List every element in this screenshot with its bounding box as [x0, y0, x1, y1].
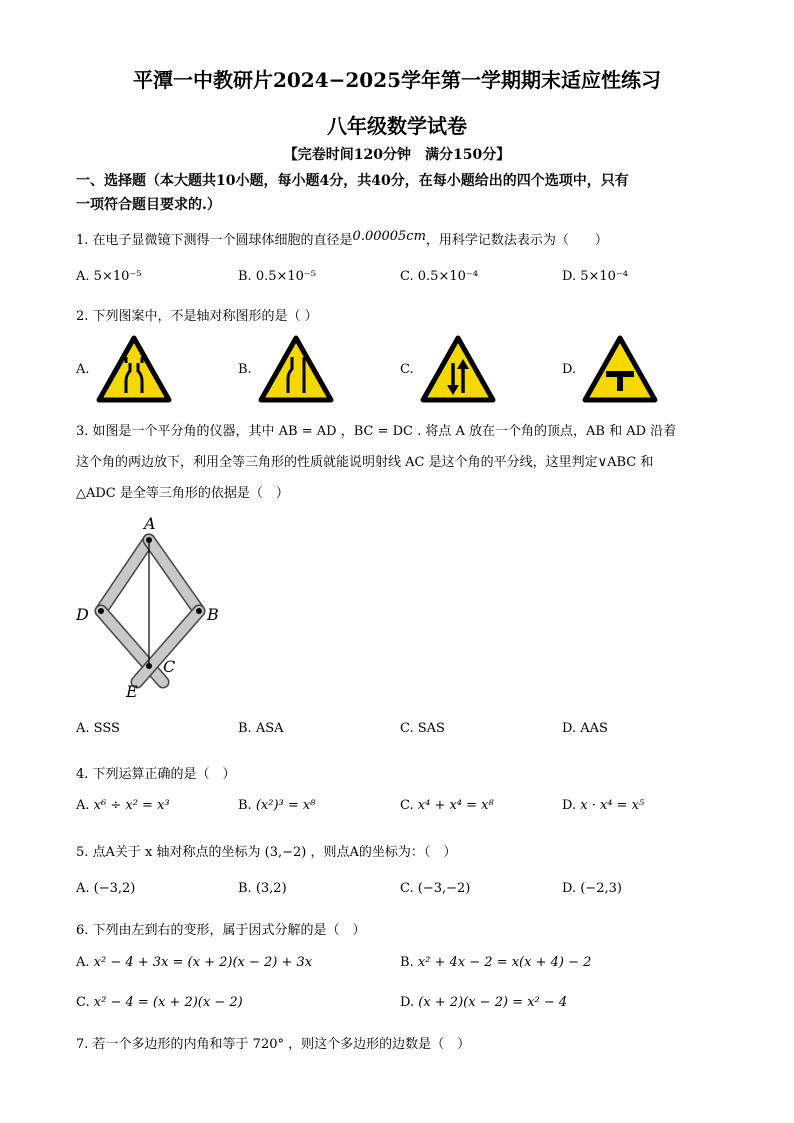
q4-option-b[interactable] — [238, 798, 315, 813]
option-text: x² − 4 = (x + 2)(x − 2) — [93, 995, 243, 1010]
q1-option-d[interactable] — [562, 269, 628, 284]
q4-option-d[interactable] — [562, 798, 644, 813]
option-label: C. — [400, 269, 414, 284]
option-label: B. — [238, 269, 252, 284]
option-label: D. — [400, 995, 415, 1010]
option-text: (3,2) — [255, 881, 287, 896]
label-b: B — [207, 605, 219, 624]
option-text: AAS — [580, 721, 608, 736]
q5-option-a[interactable] — [76, 881, 135, 896]
q4-option-a[interactable] — [76, 798, 170, 813]
q5-option-d[interactable] — [562, 881, 622, 896]
label-c: C — [163, 657, 176, 676]
question-1-value: 0.00005cm — [352, 229, 426, 244]
question-3-line3: △ADC 是全等三角形的依据是（ ） — [76, 486, 289, 501]
bar-ad — [101, 540, 149, 611]
q3-option-c[interactable] — [400, 721, 445, 736]
option-label: D. — [562, 881, 577, 896]
question-1-text-b: ，用科学记数法表示为（ ） — [425, 233, 608, 248]
exam-subtitle: 八年级数学试卷 — [327, 114, 467, 138]
option-label: C. — [400, 881, 414, 896]
option-label: D. — [562, 721, 577, 736]
q2-option-d-label: D. — [562, 362, 577, 377]
option-text: 5×10⁻⁴ — [580, 269, 629, 284]
q3-option-a[interactable] — [76, 721, 120, 736]
angle-bisector-figure — [70, 512, 230, 702]
option-text: (−3,−2) — [417, 881, 471, 896]
option-label: B. — [238, 798, 252, 813]
q2-option-c-label: C. — [400, 362, 414, 377]
q3-option-b[interactable] — [238, 721, 284, 736]
section-heading-line1: 一、选择题（本大题共10小题，每小题4分，共40分，在每小题给出的四个选项中，只有 — [76, 173, 629, 189]
label-a: A — [144, 514, 156, 533]
option-text: x⁴ + x⁴ = x⁸ — [417, 798, 494, 813]
label-e: E — [126, 682, 138, 701]
q4-option-c[interactable] — [400, 798, 494, 813]
road-narrows-both-sides-icon[interactable] — [96, 335, 172, 403]
q2-option-a-label: A. — [76, 362, 90, 377]
q3-option-d[interactable] — [562, 721, 608, 736]
exam-title: 平潭一中教研片2024−2025学年第一学期期末适应性练习 — [132, 68, 662, 92]
option-text: 5×10⁻⁵ — [93, 269, 142, 284]
q1-option-c[interactable] — [400, 269, 478, 284]
t-junction-icon[interactable] — [582, 335, 658, 403]
option-label: A. — [76, 881, 90, 896]
option-label: B. — [238, 721, 252, 736]
q6-option-b[interactable] — [400, 955, 591, 970]
option-label: B. — [400, 955, 414, 970]
section-heading-line2: 一项符合题目要求的.） — [76, 197, 221, 213]
option-text: ASA — [255, 721, 284, 736]
option-text: x² − 4 + 3x = (x + 2)(x − 2) + 3x — [93, 955, 313, 970]
option-text: 0.5×10⁻⁵ — [255, 269, 317, 284]
option-text: (x + 2)(x − 2) = x² − 4 — [418, 995, 568, 1010]
question-7: 7. 若一个多边形的内角和等于 720° ，则这个多边形的边数是（ ） — [76, 1037, 471, 1052]
option-label: B. — [238, 881, 252, 896]
q6-option-a[interactable] — [76, 955, 312, 970]
option-text: x⁶ ÷ x² = x³ — [93, 798, 170, 813]
question-1-text-a: 1. 在电子显微镜下测得一个圆球体细胞的直径是 — [76, 233, 353, 248]
exam-info: 【完卷时间120分钟 满分150分】 — [283, 147, 511, 163]
question-6: 6. 下列由左到右的变形，属于因式分解的是（ ） — [76, 923, 366, 938]
option-label: A. — [76, 798, 90, 813]
option-text: (x²)³ = x⁸ — [255, 798, 316, 813]
option-label: C. — [400, 721, 414, 736]
option-text: 0.5×10⁻⁴ — [417, 269, 478, 284]
option-label: C. — [76, 995, 90, 1010]
option-text: (−2,3) — [580, 881, 622, 896]
question-4: 4. 下列运算正确的是（ ） — [76, 767, 236, 782]
option-label: C. — [400, 798, 414, 813]
option-label: A. — [76, 721, 90, 736]
option-label: A. — [76, 269, 90, 284]
q6-option-d[interactable] — [400, 995, 567, 1010]
label-d: D — [76, 605, 89, 624]
q1-option-a[interactable] — [76, 269, 141, 284]
q5-option-b[interactable] — [238, 881, 287, 896]
q5-option-c[interactable] — [400, 881, 470, 896]
option-label: A. — [76, 955, 90, 970]
question-3-line1: 3. 如图是一个平分角的仪器，其中 AB = AD ，BC = DC . 将点 A 放在一个角的顶点，AB 和 AD 沿着 — [76, 424, 677, 439]
q2-option-b-label: B. — [238, 362, 252, 377]
option-label: D. — [562, 269, 577, 284]
option-text: (−3,2) — [93, 881, 136, 896]
two-way-traffic-icon[interactable] — [420, 335, 496, 403]
question-2: 2. 下列图案中，不是轴对称图形的是（ ） — [76, 309, 318, 324]
question-1 — [76, 229, 608, 248]
question-5: 5. 点A关于 x 轴对称点的坐标为 (3,−2) ，则点A的坐标为：（ ） — [76, 845, 457, 860]
question-3-line2: 这个角的两边放下，利用全等三角形的性质就能说明射线 AC 是这个角的平分线，这里判定∨ABC 和 — [76, 455, 654, 470]
option-text: x · x⁴ = x⁵ — [580, 798, 645, 813]
option-text: x² + 4x − 2 = x(x + 4) − 2 — [417, 955, 592, 970]
q6-option-c[interactable] — [76, 995, 243, 1010]
q1-option-b[interactable] — [238, 269, 316, 284]
option-text: SSS — [93, 721, 120, 736]
bar-ab — [149, 540, 199, 611]
road-narrows-left-icon[interactable] — [258, 335, 334, 403]
option-text: SAS — [417, 721, 445, 736]
option-label: D. — [562, 798, 577, 813]
